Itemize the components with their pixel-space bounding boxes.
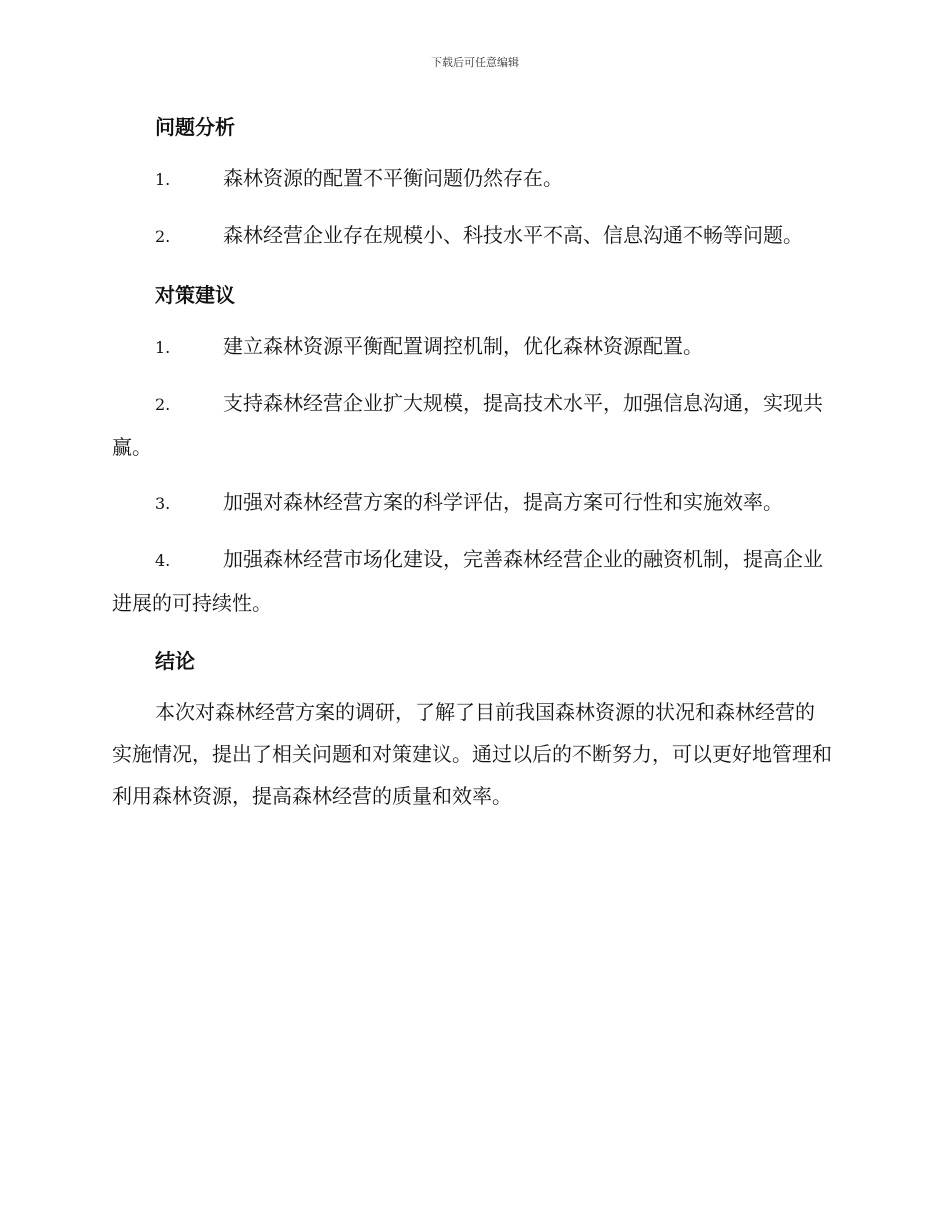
page-header: 下载后可任意编辑 bbox=[431, 56, 519, 69]
section-heading-conclusion: 结论 bbox=[155, 649, 195, 673]
list-item bbox=[112, 157, 832, 201]
list-item bbox=[112, 538, 832, 624]
list-item bbox=[112, 214, 832, 258]
list-number: 1. bbox=[155, 338, 171, 357]
list-item-text: 森林资源的配置不平衡问题仍然存在。 bbox=[223, 166, 563, 190]
list-number: 3. bbox=[155, 494, 171, 513]
list-item-text: 加强森林经营市场化建设，完善森林经营企业的融资机制，提高企业进展的可持续性。 bbox=[112, 547, 823, 615]
list-item bbox=[112, 325, 832, 369]
list-item-text: 森林经营企业存在规模小、科技水平不高、信息沟通不畅等问题。 bbox=[223, 223, 803, 247]
document-body bbox=[112, 110, 832, 817]
section-heading-problems: 问题分析 bbox=[155, 115, 235, 139]
list-number: 4. bbox=[155, 551, 171, 570]
list-number: 1. bbox=[155, 170, 171, 189]
list-item-text: 支持森林经营企业扩大规模，提高技术水平，加强信息沟通，实现共赢。 bbox=[112, 391, 823, 459]
list-item-text: 加强对森林经营方案的科学评估，提高方案可行性和实施效率。 bbox=[223, 490, 783, 514]
list-number: 2. bbox=[155, 227, 171, 246]
list-item bbox=[112, 481, 832, 525]
conclusion-paragraph: 本次对森林经营方案的调研，了解了目前我国森林资源的状况和森林经营的实施情况，提出了相关问题和对策建议。通过以后的不断努力，可以更好地管理和利用森林资源，提高森林经营的质量和效率。 bbox=[112, 700, 832, 808]
list-number: 2. bbox=[155, 395, 171, 414]
section-heading-suggestions: 对策建议 bbox=[155, 283, 235, 307]
list-item bbox=[112, 382, 832, 468]
list-item-text: 建立森林资源平衡配置调控机制，优化森林资源配置。 bbox=[223, 334, 703, 358]
